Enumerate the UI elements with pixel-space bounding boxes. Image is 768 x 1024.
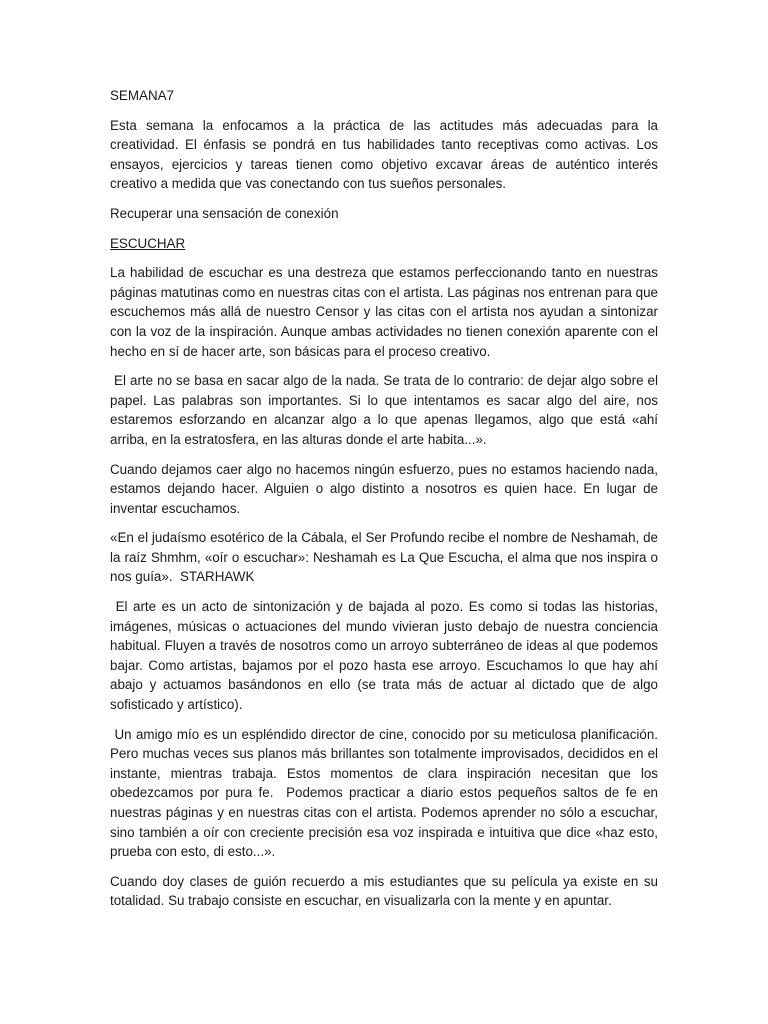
document-title: SEMANA7 xyxy=(110,88,174,103)
subtitle: Recuperar una sensación de conexión xyxy=(110,205,339,221)
paragraph-6: Un amigo mío es un espléndido director de cine, conocido por su meticulosa planificación. Pero muchas veces sus planos más brillantes son totalmente improvisados, decididos en el instante, mientras trabaja. Estos momentos de clara inspiración necesitan que los obedezcamos por pura fe. Podemos practicar a diario estos pequeños saltos de fe en nuestras páginas y en nuestras citas con el artista. Podemos aprender no sólo a escuchar, sino también a oír con creciente precisión esa voz inspirada e intuitiva que dice «haz esto, prueba con esto, di esto...». xyxy=(110,726,662,860)
paragraph-2: El arte no se basa en sacar algo de la nada. Se trata de lo contrario: de dejar algo sobre el papel. Las palabras son importantes. Si lo que intentamos es sacar algo del aire, nos estaremos esforzando en alcanzar algo a lo que apenas llegamos, algo que está «ahí arriba, en la estratosfera, en las alturas donde el arte habita...». xyxy=(110,373,662,447)
paragraph-7: Cuando doy clases de guión recuerdo a mis estudiantes que su película ya existe en su totalidad. Su trabajo consiste en escuchar, en visualizarla con la mente y en apuntar. xyxy=(110,873,658,909)
quote-paragraph: «En el judaísmo esotérico de la Cábala, el Ser Profundo recibe el nombre de Neshamah, de la raíz Shmhm, «oír o escuchar»: Neshamah es La Que Escucha, el alma que nos inspira o nos guía». STARHAWK xyxy=(110,530,662,585)
paragraph-3: Cuando dejamos caer algo no hacemos ningún esfuerzo, pues no estamos haciendo nada, estamos dejando hacer. Alguien o algo distinto a nosotros es quien hace. En lugar de inventar escuchamos. xyxy=(110,461,658,516)
document-page xyxy=(110,86,662,921)
section-heading: ESCUCHAR xyxy=(110,235,186,251)
paragraph-1: La habilidad de escuchar es una destreza que estamos perfeccionando tanto en nuestras páginas matutinas como en nuestras citas con el artista. Las páginas nos entrenan para que escuchemos más allá de nuestro Censor y las citas con el artista nos ayudan a sintonizar con la voz de la inspiración. Aunque ambas actividades no tienen conexión aparente con el hecho en sí de hacer arte, son básicas para el proceso creativo. xyxy=(110,265,658,359)
paragraph-5: El arte es un acto de sintonización y de bajada al pozo. Es como si todas las historias, imágenes, músicas o actuaciones del mundo vivieran justo debajo de nuestra conciencia habitual. Fluyen a través de nosotros como un arroyo subterráneo de ideas al que podemos bajar. Como artistas, bajamos por el pozo hasta ese arroyo. Escuchamos lo que hay ahí abajo y actuamos basándonos en ello (se trata más de actuar al dictado que de algo sofisticado y artístico). xyxy=(110,599,662,713)
intro-paragraph: Esta semana la enfocamos a la práctica de las actitudes más adecuadas para la creatividad. El énfasis se pondrá en tus habilidades tanto receptivas como activas. Los ensayos, ejercicios y tareas tienen como objetivo excavar áreas de auténtico interés creativo a medida que vas conectando con tus sueños personales. xyxy=(110,117,658,192)
